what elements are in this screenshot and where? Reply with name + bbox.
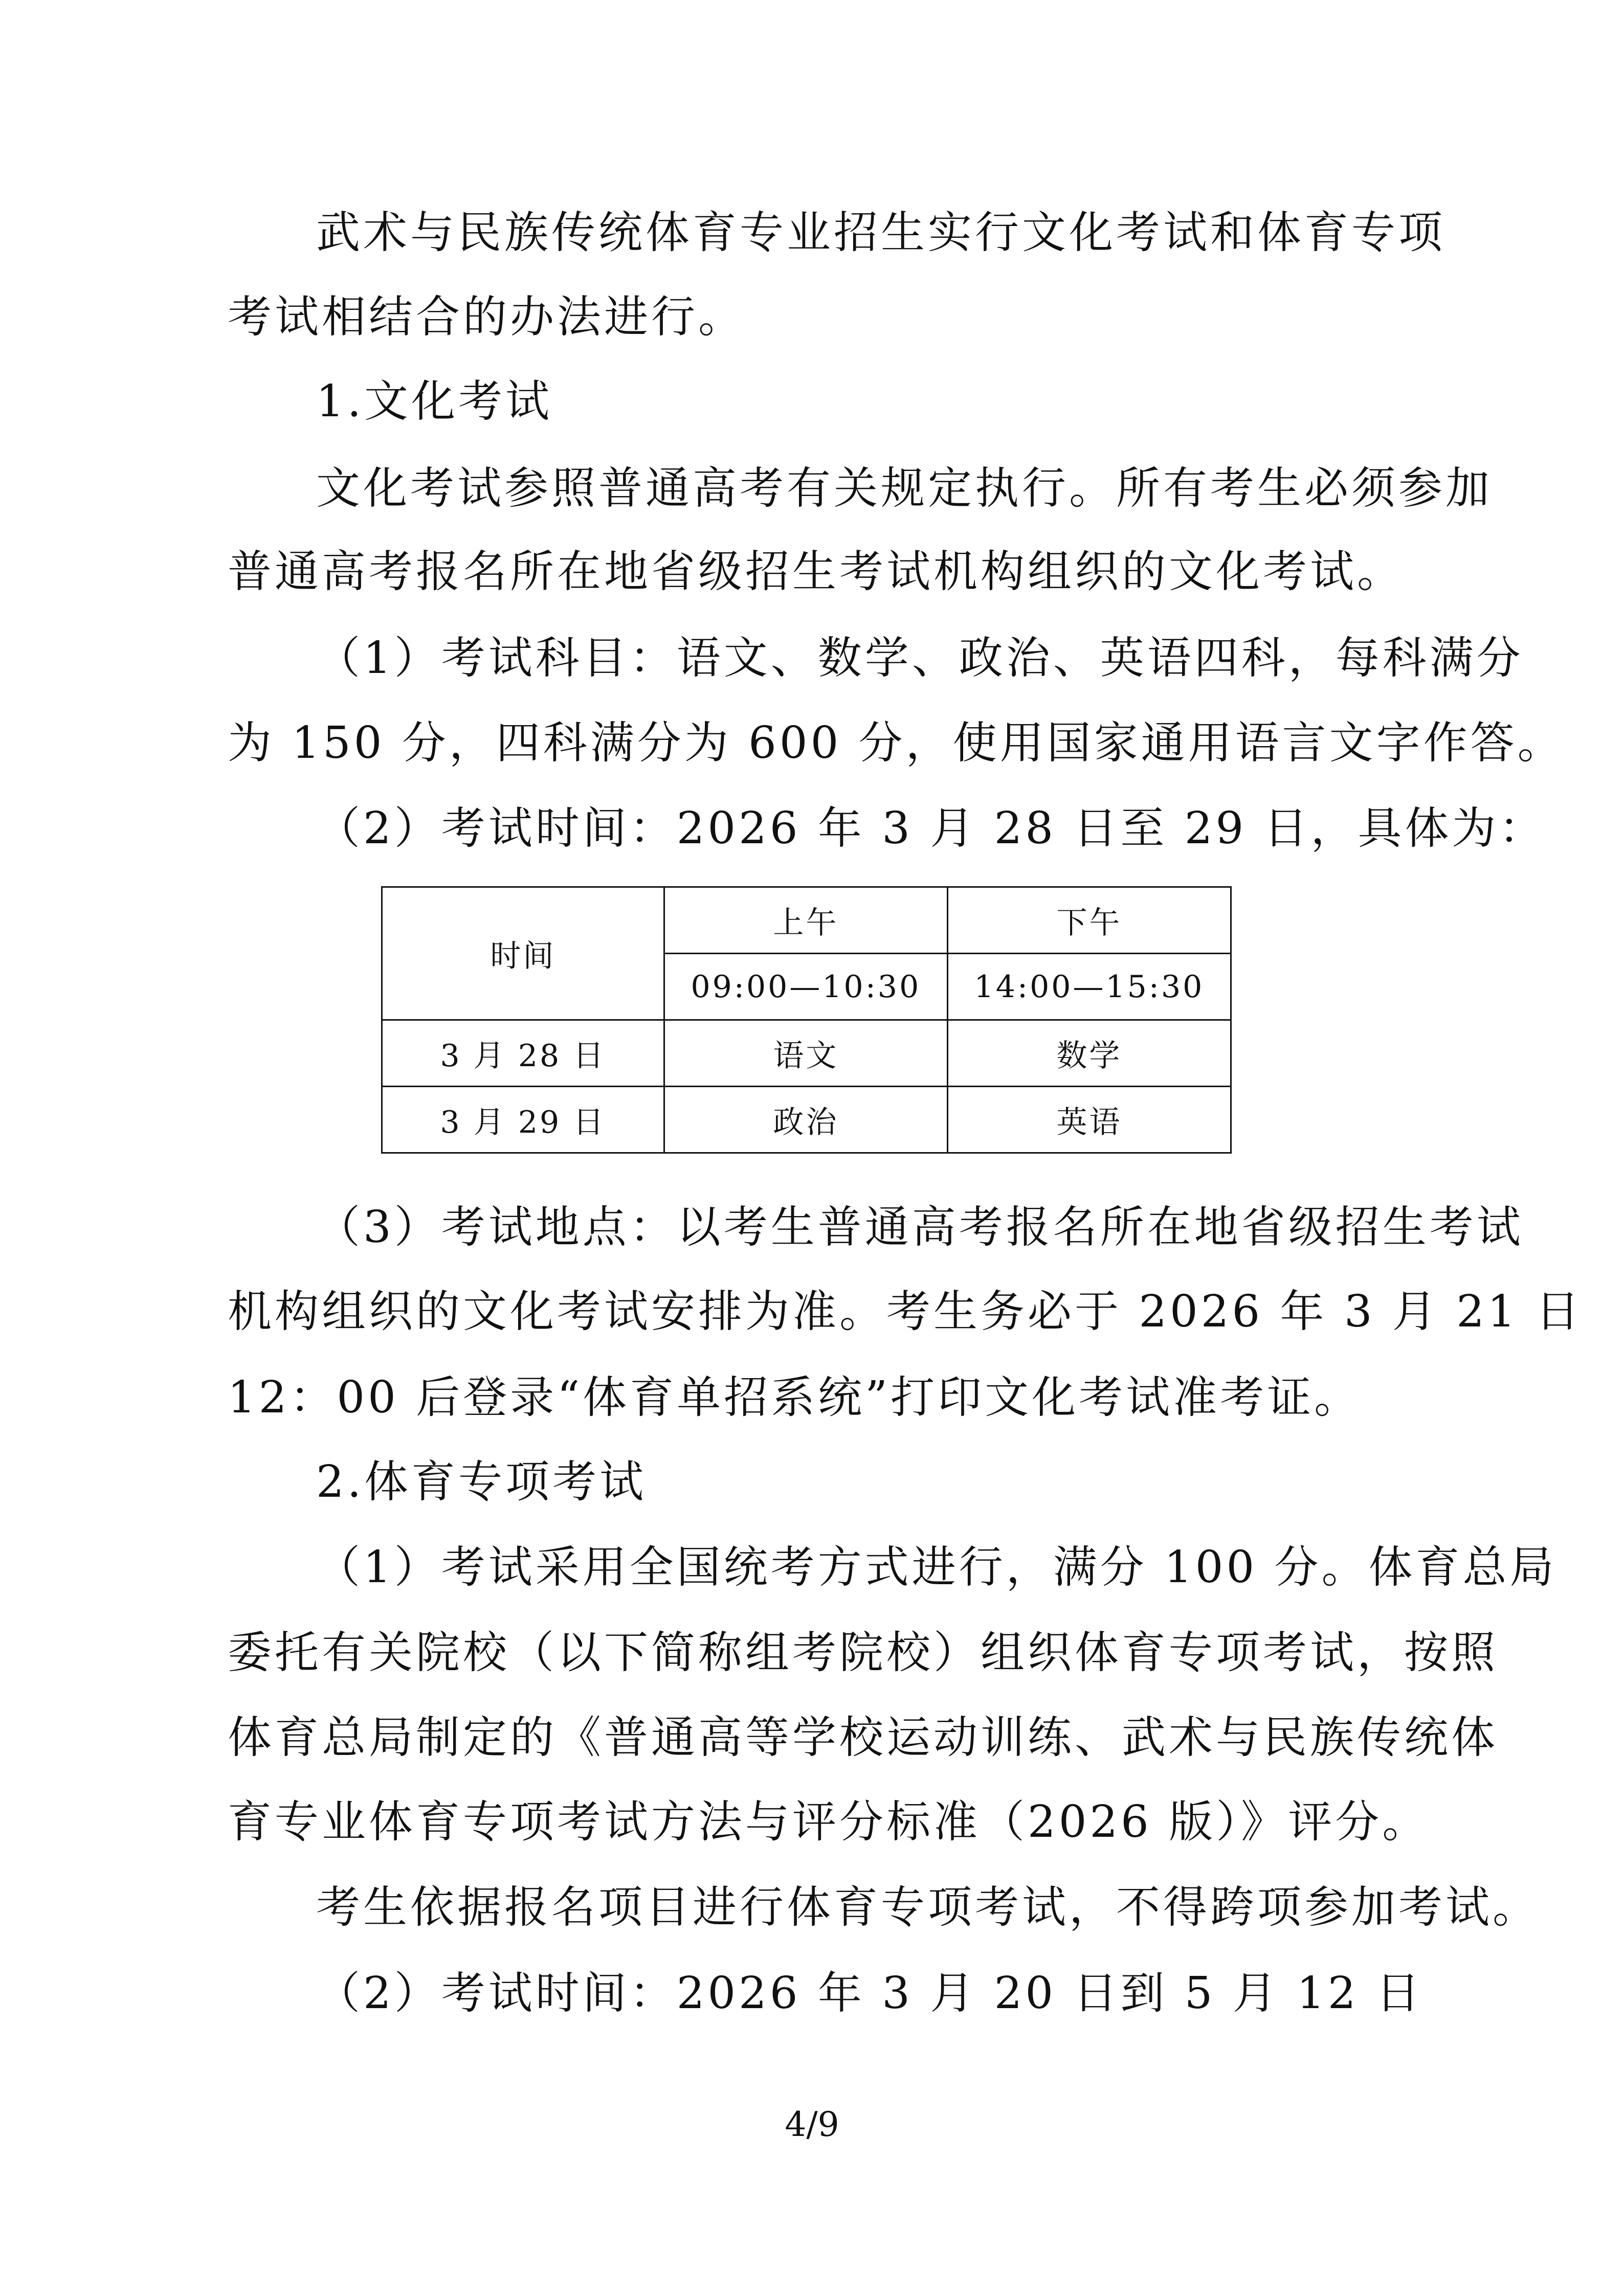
paragraph-3-line-2: 为 150 分，四科满分为 600 分，使用国家通用语言文字作答。	[228, 717, 1565, 769]
table-row	[382, 1020, 1231, 1087]
table-afternoon-header: 下午	[947, 887, 1231, 954]
paragraph-1-line-2: 考试相结合的办法进行。	[228, 291, 745, 343]
table-time-header: 时间	[382, 887, 664, 1020]
page-number: 4/9	[785, 2105, 839, 2144]
paragraph-4: （2）考试时间：2026 年 3 月 28 日至 29 日，具体为：	[316, 803, 1546, 854]
exam-schedule-table	[381, 886, 1232, 1154]
section-1-heading: 1.文化考试	[316, 376, 553, 427]
paragraph-8: （2）考试时间：2026 年 3 月 20 日到 5 月 12 日	[316, 1968, 1423, 2019]
paragraph-5-line-2: 机构组织的文化考试安排为准。考生务必于 2026 年 3 月 21 日	[228, 1286, 1583, 1337]
table-morning-subject: 语文	[664, 1020, 947, 1087]
paragraph-6-line-3: 体育总局制定的《普通高等学校运动训练、武术与民族传统体	[228, 1712, 1498, 1763]
section-2-heading: 2.体育专项考试	[316, 1456, 647, 1507]
table-morning-subject: 政治	[664, 1087, 947, 1153]
table-date-cell: 3 月 29 日	[382, 1087, 664, 1153]
paragraph-5-line-3: 12：00 后登录“体育单招系统”打印文化考试准考证。	[228, 1372, 1362, 1423]
paragraph-3-line-1: （1）考试科目：语文、数学、政治、英语四科，每科满分	[316, 633, 1524, 684]
paragraph-2-line-2: 普通高考报名所在地省级招生考试机构组织的文化考试。	[228, 546, 1404, 597]
table-afternoon-subject: 英语	[947, 1087, 1231, 1153]
paragraph-5-line-1: （3）考试地点：以考生普通高考报名所在地省级招生考试	[316, 1202, 1524, 1253]
table-afternoon-time: 14:00—15:30	[947, 954, 1231, 1020]
paragraph-6-line-1: （1）考试采用全国统考方式进行，满分 100 分。体育总局	[316, 1542, 1557, 1593]
paragraph-2-line-1: 文化考试参照普通高考有关规定执行。所有考生必须参加	[316, 463, 1493, 514]
table-morning-time: 09:00—10:30	[664, 954, 947, 1020]
paragraph-6-line-4: 育专业体育专项考试方法与评分标准（2026 版）》评分。	[228, 1796, 1430, 1848]
paragraph-6-line-2: 委托有关院校（以下简称组考院校）组织体育专项考试，按照	[228, 1627, 1498, 1678]
paragraph-1-line-1: 武术与民族传统体育专业招生实行文化考试和体育专项	[316, 207, 1445, 258]
table-morning-header: 上午	[664, 887, 947, 954]
table-row	[382, 1087, 1231, 1153]
table-date-cell: 3 月 28 日	[382, 1020, 664, 1087]
table-afternoon-subject: 数学	[947, 1020, 1231, 1087]
paragraph-7: 考生依据报名项目进行体育专项考试，不得跨项参加考试。	[316, 1882, 1540, 1933]
